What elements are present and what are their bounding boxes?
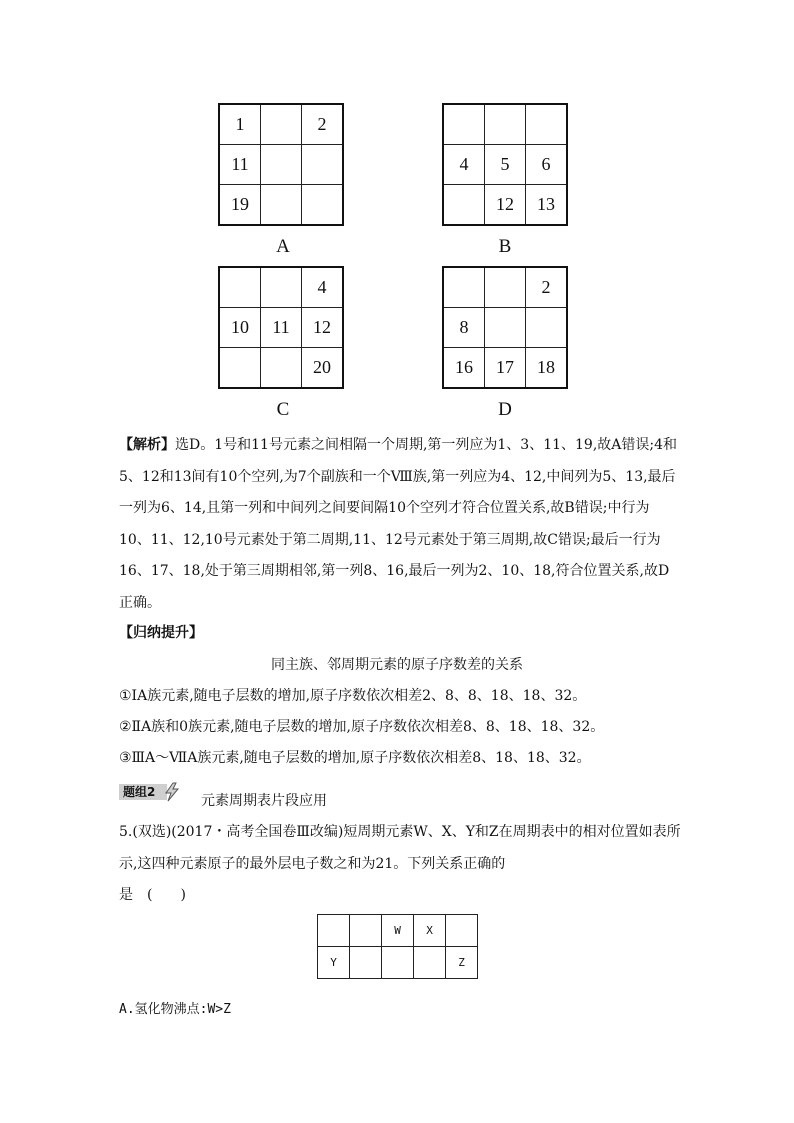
grid-cell: [485, 105, 526, 145]
grid-cell: [485, 308, 526, 348]
table-cell: Z: [446, 947, 478, 979]
analysis-text: 选D。1号和11号元素之间相隔一个周期,第一列应为1、3、11、19,故A错误;4和5、12和13间有10个空列,为7个副族和一个Ⅷ族,第一列应为4、12,中间列为5、13,最后一列为6、14,且第一列和中间列之间要间隔10个空列才符合位置关系,故B错误;中行为10、11、12,10号元素处于第二周期,11、12号元素处于第三周期,故C错误;最后一行为16、17、18,处于第三周期相邻,第一列8、16,最后一列为2、10、18,符合位置关系,故D正确。: [119, 437, 678, 611]
grid-cell: 11: [220, 145, 261, 185]
grid-label-c: C: [276, 399, 290, 420]
question-line-1: 5.(双选)(2017・高考全国卷Ⅲ改编)短周期元素W、X、Y和Z在周期表中的相对位置如表所: [119, 824, 681, 840]
grid-cell: 2: [302, 105, 343, 145]
summary-item-1: ①ⅠA族元素,随电子层数的增加,原子序数依次相差2、8、8、18、18、32。: [119, 688, 587, 704]
grid-label-b: B: [498, 236, 512, 257]
summary-item-3: ③ⅢA～ⅦA族元素,随电子层数的增加,原子序数依次相差8、18、18、32。: [119, 750, 591, 766]
grid-cell: [261, 145, 302, 185]
grid-cell: [444, 105, 485, 145]
grid-b: [443, 104, 567, 225]
grid-cell: 8: [444, 308, 485, 348]
grid-cell: 12: [485, 185, 526, 225]
table-cell: [414, 947, 446, 979]
grid-label-a: A: [276, 236, 290, 257]
table-cell: X: [414, 915, 446, 947]
question-line-3: 是 ( ): [119, 887, 186, 903]
periodic-fragment-table: [317, 914, 478, 979]
grid-cell: 16: [444, 348, 485, 388]
grid-cell: [261, 268, 302, 308]
table-cell: W: [382, 915, 414, 947]
grid-cell: 20: [302, 348, 343, 388]
grid-cell: 13: [526, 185, 567, 225]
analysis-paragraph: [119, 430, 679, 619]
grid-cell: [302, 145, 343, 185]
grid-cell: [261, 348, 302, 388]
table-cell: [382, 947, 414, 979]
grid-cell: 4: [302, 268, 343, 308]
grid-cell: [485, 268, 526, 308]
group-badge-label: 题组2: [123, 785, 156, 799]
grid-c: [219, 267, 343, 388]
grid-cell: [526, 105, 567, 145]
grid-cell: 18: [526, 348, 567, 388]
group-title: 元素周期表片段应用: [201, 793, 327, 809]
grid-label-d: D: [498, 399, 512, 420]
summary-title: 同主族、邻周期元素的原子序数差的关系: [271, 657, 523, 673]
grid-d: [443, 267, 567, 388]
grid-cell: [261, 105, 302, 145]
summary-tag: 【归纳提升】: [119, 625, 203, 641]
grid-cell: 5: [485, 145, 526, 185]
grid-cell: [302, 185, 343, 225]
grid-cell: [444, 185, 485, 225]
grid-cell: 19: [220, 185, 261, 225]
grid-cell: [220, 348, 261, 388]
table-cell: Y: [318, 947, 350, 979]
table-cell: [446, 915, 478, 947]
table-cell: [318, 915, 350, 947]
group-badge: [119, 784, 181, 800]
grid-cell: 10: [220, 308, 261, 348]
question-line-2: 示,这四种元素原子的最外层电子数之和为21。下列关系正确的: [119, 856, 506, 872]
grid-cell: 1: [220, 105, 261, 145]
option-a[interactable]: A.氢化物沸点:W>Z: [119, 1002, 231, 1017]
grid-a: [219, 104, 343, 225]
grid-cell: [526, 308, 567, 348]
lightning-icon: [163, 782, 181, 802]
table-cell: [350, 947, 382, 979]
grid-cell: 2: [526, 268, 567, 308]
analysis-tag: 【解析】: [119, 437, 175, 453]
summary-item-2: ②ⅡA族和0族元素,随电子层数的增加,原子序数依次相差8、8、18、18、32。: [119, 719, 605, 735]
grid-cell: [444, 268, 485, 308]
table-cell: [350, 915, 382, 947]
grid-cell: 12: [302, 308, 343, 348]
grid-cell: [261, 185, 302, 225]
grid-cell: 11: [261, 308, 302, 348]
grid-cell: 6: [526, 145, 567, 185]
grid-cell: [220, 268, 261, 308]
grid-cell: 4: [444, 145, 485, 185]
grid-cell: 17: [485, 348, 526, 388]
